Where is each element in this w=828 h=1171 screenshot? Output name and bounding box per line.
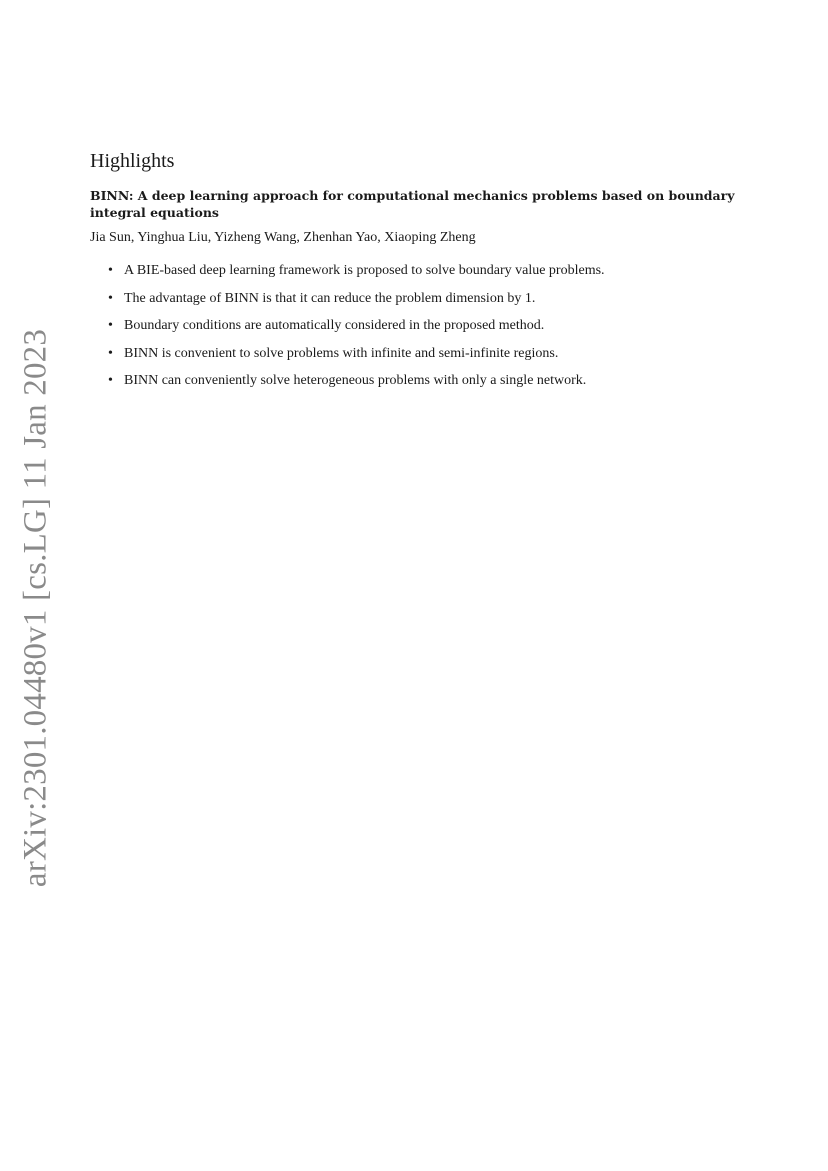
arxiv-identifier-stamp: arXiv:2301.04480v1 [cs.LG] 11 Jan 2023 (17, 328, 54, 888)
bullet-icon: • (108, 263, 113, 278)
highlight-text: A BIE-based deep learning framework is proposed to solve boundary value problems. (124, 263, 605, 278)
bullet-icon: • (108, 290, 113, 306)
list-item (108, 345, 750, 363)
highlights-section (90, 150, 750, 400)
highlights-heading: Highlights (90, 150, 175, 172)
highlight-text: BINN can conveniently solve heterogeneous problems with only a single network. (124, 373, 587, 388)
list-item (108, 317, 750, 335)
bullet-icon: • (108, 318, 113, 333)
paper-title: BINN: A deep learning approach for computational mechanics problems based on boundary integral equations (90, 188, 735, 220)
bullet-icon: • (108, 345, 113, 361)
highlight-text: BINN is convenient to solve problems with infinite and semi-infinite regions. (124, 345, 559, 361)
author-list: Jia Sun, Yinghua Liu, Yizheng Wang, Zhenhan Yao, Xiaoping Zheng (90, 230, 476, 245)
list-item (108, 372, 750, 390)
bullet-icon: • (108, 373, 113, 388)
list-item (108, 262, 750, 280)
highlight-text: Boundary conditions are automatically considered in the proposed method. (124, 318, 545, 333)
list-item (108, 290, 750, 308)
highlight-text: The advantage of BINN is that it can reduce the problem dimension by 1. (124, 290, 536, 306)
highlights-list (90, 262, 750, 390)
